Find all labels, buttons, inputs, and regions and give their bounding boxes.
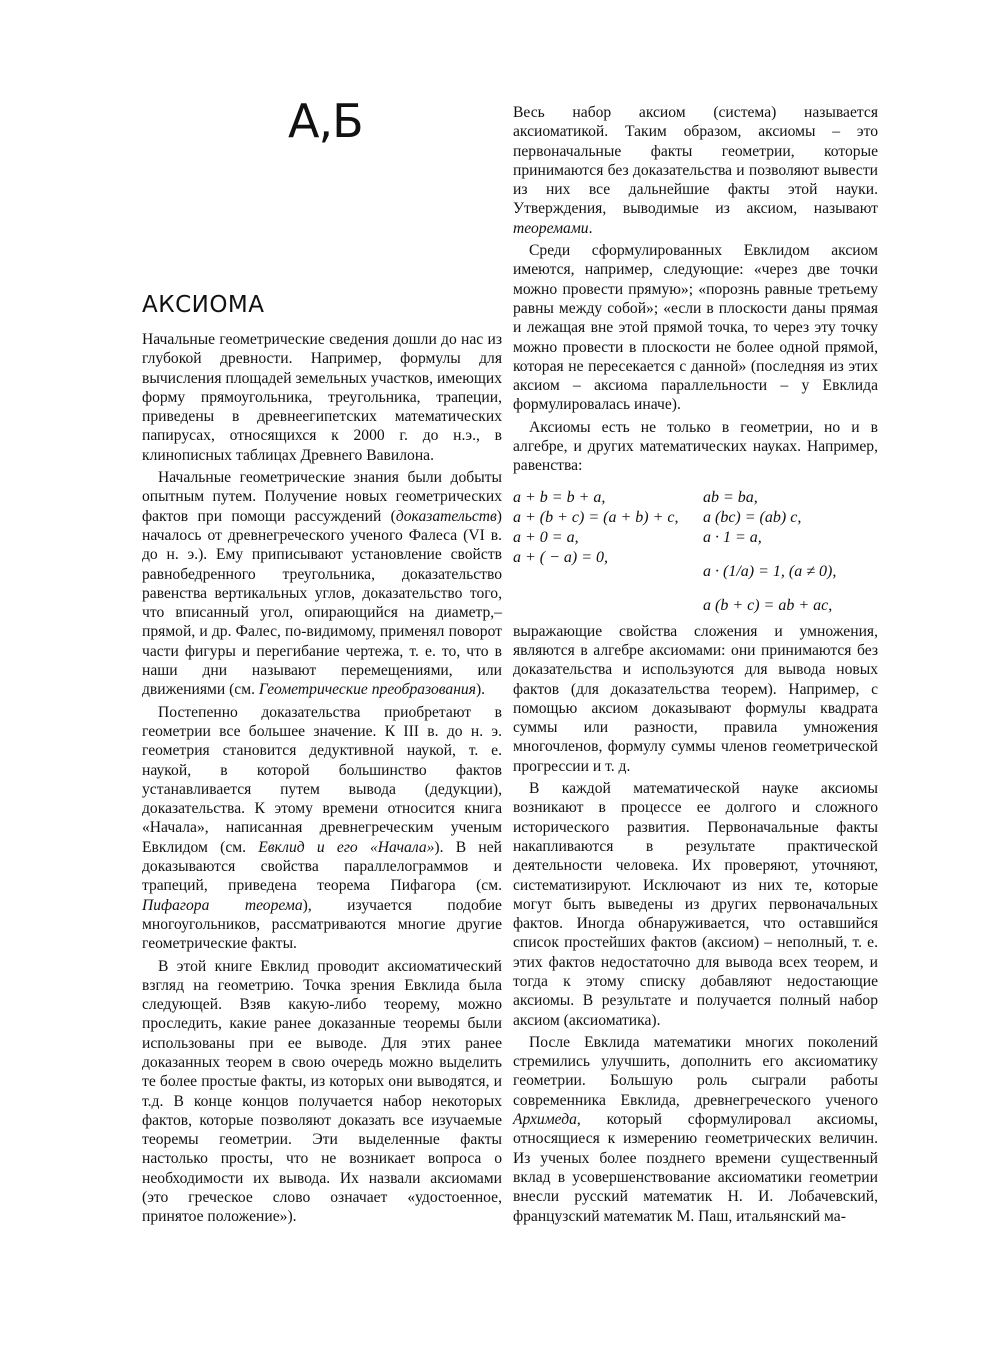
formula: a · (1/a) = 1, (a ≠ 0), — [703, 562, 837, 580]
text: Весь набор аксиом (система) называется аксиоматикой. Таким образом, аксиомы – это первоначальные факты геометрии, которые принимаются без доказательства и позволяют вывести из них все дальнейшие факты этой науки. Утверждения, выводимые из аксиом, называют — [513, 104, 878, 218]
formula: a (b + c) = ab + ac, — [703, 596, 833, 614]
article-title: АКСИОМА — [142, 292, 265, 318]
left-text-column — [142, 330, 502, 1230]
paragraph-axiom-system — [513, 103, 878, 238]
text: Постепенно доказательства приобретают в геометрии все большее значение. К III в. до н. э. геометрия становится дедуктивной наукой, т. е. наукой, в которой большинство фактов устанавливается путем вывода (дедукции), доказательства. К этому времени относится книга «Начала», написанная древнегреческим ученым Евклидом (см. — [142, 703, 502, 856]
paragraph-after-euclid — [513, 1033, 878, 1226]
text: ). В ней доказываются свойства параллелограммов и трапеций, приведена теорема Пифагора (см. — [142, 838, 502, 895]
italic-term: доказательств — [395, 507, 497, 525]
section-letter-heading: А,Б — [288, 94, 363, 148]
italic-term: теоремами — [513, 219, 589, 237]
right-text-column — [513, 103, 878, 1229]
formula: a + (b + c) = (a + b) + c, — [513, 508, 679, 526]
text: Начальные геометрические знания были добыты опытным путем. Получение новых геометрических фактов при помощи рассуждений ( — [142, 469, 502, 525]
formula: a + b = b + a, — [513, 488, 606, 506]
text: После Евклида математики многих поколений стремились улучшить, дополнить его аксиоматику геометрии. Большую роль сыграли работы современника Евклида, древнегреческого ученого — [513, 1033, 878, 1109]
formula: a (bc) = (ab) c, — [703, 508, 802, 526]
paragraph-thales — [142, 468, 502, 700]
paragraph-euclid-elements — [142, 703, 502, 954]
cross-reference-link[interactable]: Евклид и его «Начала» — [258, 838, 435, 856]
formula: a + 0 = a, — [513, 528, 579, 546]
formula: a + ( − a) = 0, — [513, 548, 609, 566]
formula-block — [513, 488, 878, 616]
text: ). — [475, 681, 486, 699]
paragraph-algebra-axioms: Аксиомы есть не только в геометрии, но и в алгебре, и других математических науках. Например, равенства: — [513, 418, 878, 475]
cross-reference-link[interactable]: Пифагора теорема — [142, 896, 303, 914]
text: , который сформулировал аксиомы, относящиеся к измерению геометрических величин. Из ученых более позднего времени существенный вклад в усовершенствование аксиоматики геометрии внесли русский математик Н. И. Лобачевский, французский математик М. Паш, итальянский ма- — [513, 1111, 878, 1225]
formula: a · 1 = a, — [703, 528, 762, 546]
cross-reference-link[interactable]: Архимеда — [513, 1111, 577, 1129]
paragraph-historical-development: В каждой математической науке аксиомы возникают в процессе ее долгого и сложного исторического развития. Первоначальные факты накапливаются в результате практической деятельности человека. Их проверяют, уточняют, систематизируют. Исключают из них те, которые могут быть выведены из других первоначальных фактов. Иногда обнаруживается, что оставшийся список простейших фактов (аксиом) – неполный, т. е. этих фактов недостаточно для вывода всех теорем, и тогда к этому списку добавляют недостающие аксиомы. В результате и получается полный набор аксиом (аксиоматика). — [513, 780, 878, 1029]
text: ), изучается подобие многоугольников, рассматриваются многие другие геометрические факты. — [142, 896, 502, 953]
paragraph-intro: Начальные геометрические сведения дошли до нас из глубокой древности. Например, формулы для вычисления площадей земельных участков, имеющих форму прямоугольника, треугольника, трапеции, приведены в древнеегипетских математических папирусах, относящихся к 2000 г. до н.э., в клинописных таблицах Древнего Вавилона. — [142, 331, 502, 464]
paragraph-axiomatic-view: В этой книге Евклид проводит аксиоматический взгляд на геометрию. Точка зрения Евклида была следующей. Взяв какую-либо теорему, можно проследить, какие ранее доказанные теоремы были использованы при ее выводе. Для этих ранее доказанных теорем в свою очередь можно выделить те более простые факты, из которых они выводятся, и т.д. В конце концов получается набор некоторых фактов, которые позволяют доказать все изучаемые теоремы геометрии. Эти выделенные факты настолько просты, что не возникает вопроса о необходимости их вывода. Их назвали аксиомами (это греческое слово означает «удостоенное, принятое положение»). — [142, 957, 502, 1226]
paragraph-euclid-axioms: Среди сформулированных Евклидом аксиом имеются, например, следующие: «через две точки можно провести прямую»; «порознь равные третьему равны между собой»; «если в плоскости даны прямая и лежащая вне этой прямой точка, то через эту точку можно провести в плоскости не более одной прямой, которая не пересекается с данной» (последняя из этих аксиом – аксиома параллельности – у Евклида формулировалась иначе). — [513, 242, 878, 414]
text: . — [588, 219, 593, 237]
cross-reference-link[interactable]: Геометрические преобразования — [258, 681, 476, 699]
text: ) началось от древнегреческого ученого Фалеса (VI в. до н. э.). Ему приписывают установление свойств равнобедренного треугольника, доказательство равенства вертикальных углов, доказательство того, что вписанный угол, опирающийся на диаметр,– прямой, и др. Фалес, по-видимому, применял поворот части фигуры и перегибание чертежа, т. е. то, что в наши дни называют перемещениями, или движениями (см. — [142, 507, 502, 699]
addition-axioms — [513, 488, 703, 616]
formula: ab = ba, — [703, 488, 758, 506]
multiplication-axioms — [703, 488, 836, 616]
paragraph-algebra-explanation: выражающие свойства сложения и умножения, являются в алгебре аксиомами: они принимаются без доказательства и используются для вывода новых фактов (для доказательства теорем). Например, с помощью аксиом доказывают формулы квадрата суммы или разности, правила умножения многочленов, формулу суммы членов геометрической прогрессии и т. д. — [513, 622, 878, 775]
